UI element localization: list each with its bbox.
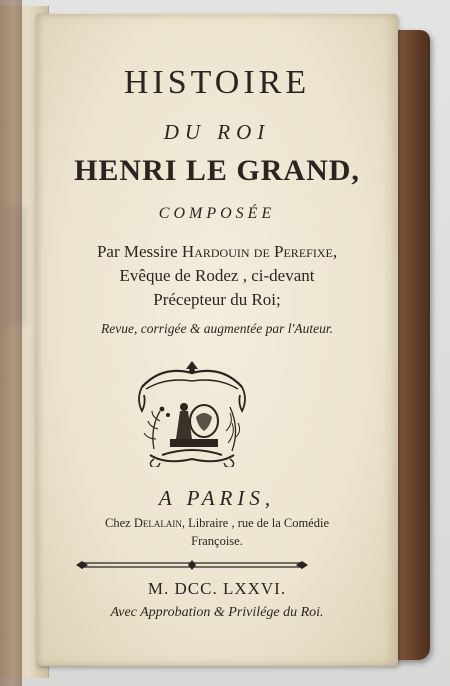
author-prefix: Par Messire — [96, 242, 182, 261]
title-composee: COMPOSÉE — [158, 205, 276, 222]
title-henri-le-grand: HENRI LE GRAND, — [74, 154, 360, 187]
publisher-prefix: Chez — [105, 516, 134, 530]
author-name: Hardouin de Perefixe — [181, 242, 333, 261]
author-title-eveque: Evêque de Rodez , ci-devant — [119, 266, 315, 285]
title-histoire: HISTOIRE — [123, 64, 311, 101]
author-title-precepteur: Précepteur du Roi; — [153, 290, 281, 309]
author-suffix: , — [332, 242, 338, 261]
privilege-note: Avec Approbation & Privilége du Roi. — [110, 605, 324, 620]
publisher-address: , Libraire , rue de la Comédie — [181, 516, 329, 530]
edition-note: Revue, corrigée & augmentée par l'Auteur. — [101, 321, 333, 336]
left-binding — [0, 0, 22, 686]
imprint-city: A PARIS, — [158, 486, 276, 510]
title-du-roi: DU ROI — [163, 120, 271, 144]
publisher-name: Delalain — [133, 516, 182, 530]
title-page — [36, 14, 398, 666]
printer-vignette — [132, 359, 252, 467]
author-line — [36, 242, 398, 262]
imprint-publisher — [36, 516, 398, 531]
ornamental-rule — [76, 557, 308, 573]
imprint-date: M. DCC. LXXVI. — [147, 579, 287, 598]
imprint-street: Françoise. — [191, 534, 243, 548]
